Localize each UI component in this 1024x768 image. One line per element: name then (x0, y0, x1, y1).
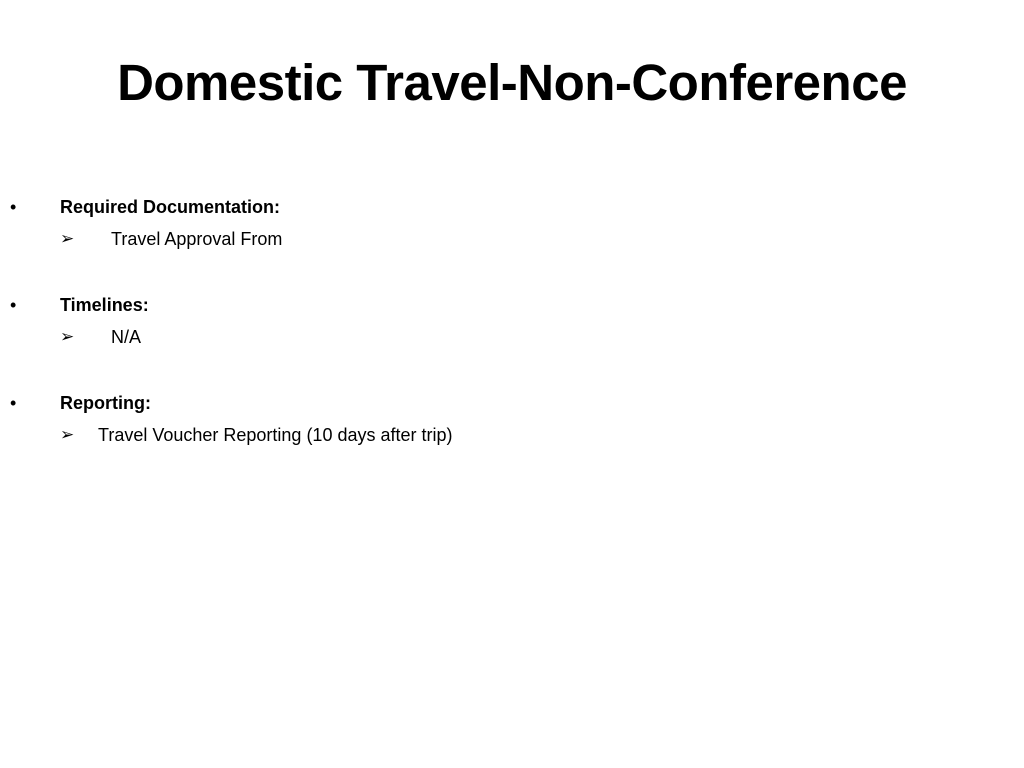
slide-title: Domestic Travel-Non-Conference (117, 54, 907, 111)
arrow-bullet-icon: ➢ (60, 229, 75, 248)
section-heading: Reporting: (60, 393, 151, 413)
bullet-icon: • (10, 393, 17, 413)
section-heading: Required Documentation: (60, 197, 281, 217)
arrow-bullet-icon: ➢ (60, 327, 75, 346)
arrow-bullet-icon: ➢ (60, 425, 75, 444)
section-heading: Timelines: (60, 295, 149, 315)
section-item: Travel Approval From (111, 229, 283, 249)
bullet-icon: • (10, 197, 17, 217)
bullet-icon: • (10, 295, 17, 315)
section-item: N/A (111, 327, 142, 347)
section-item: Travel Voucher Reporting (10 days after trip) (98, 425, 453, 445)
